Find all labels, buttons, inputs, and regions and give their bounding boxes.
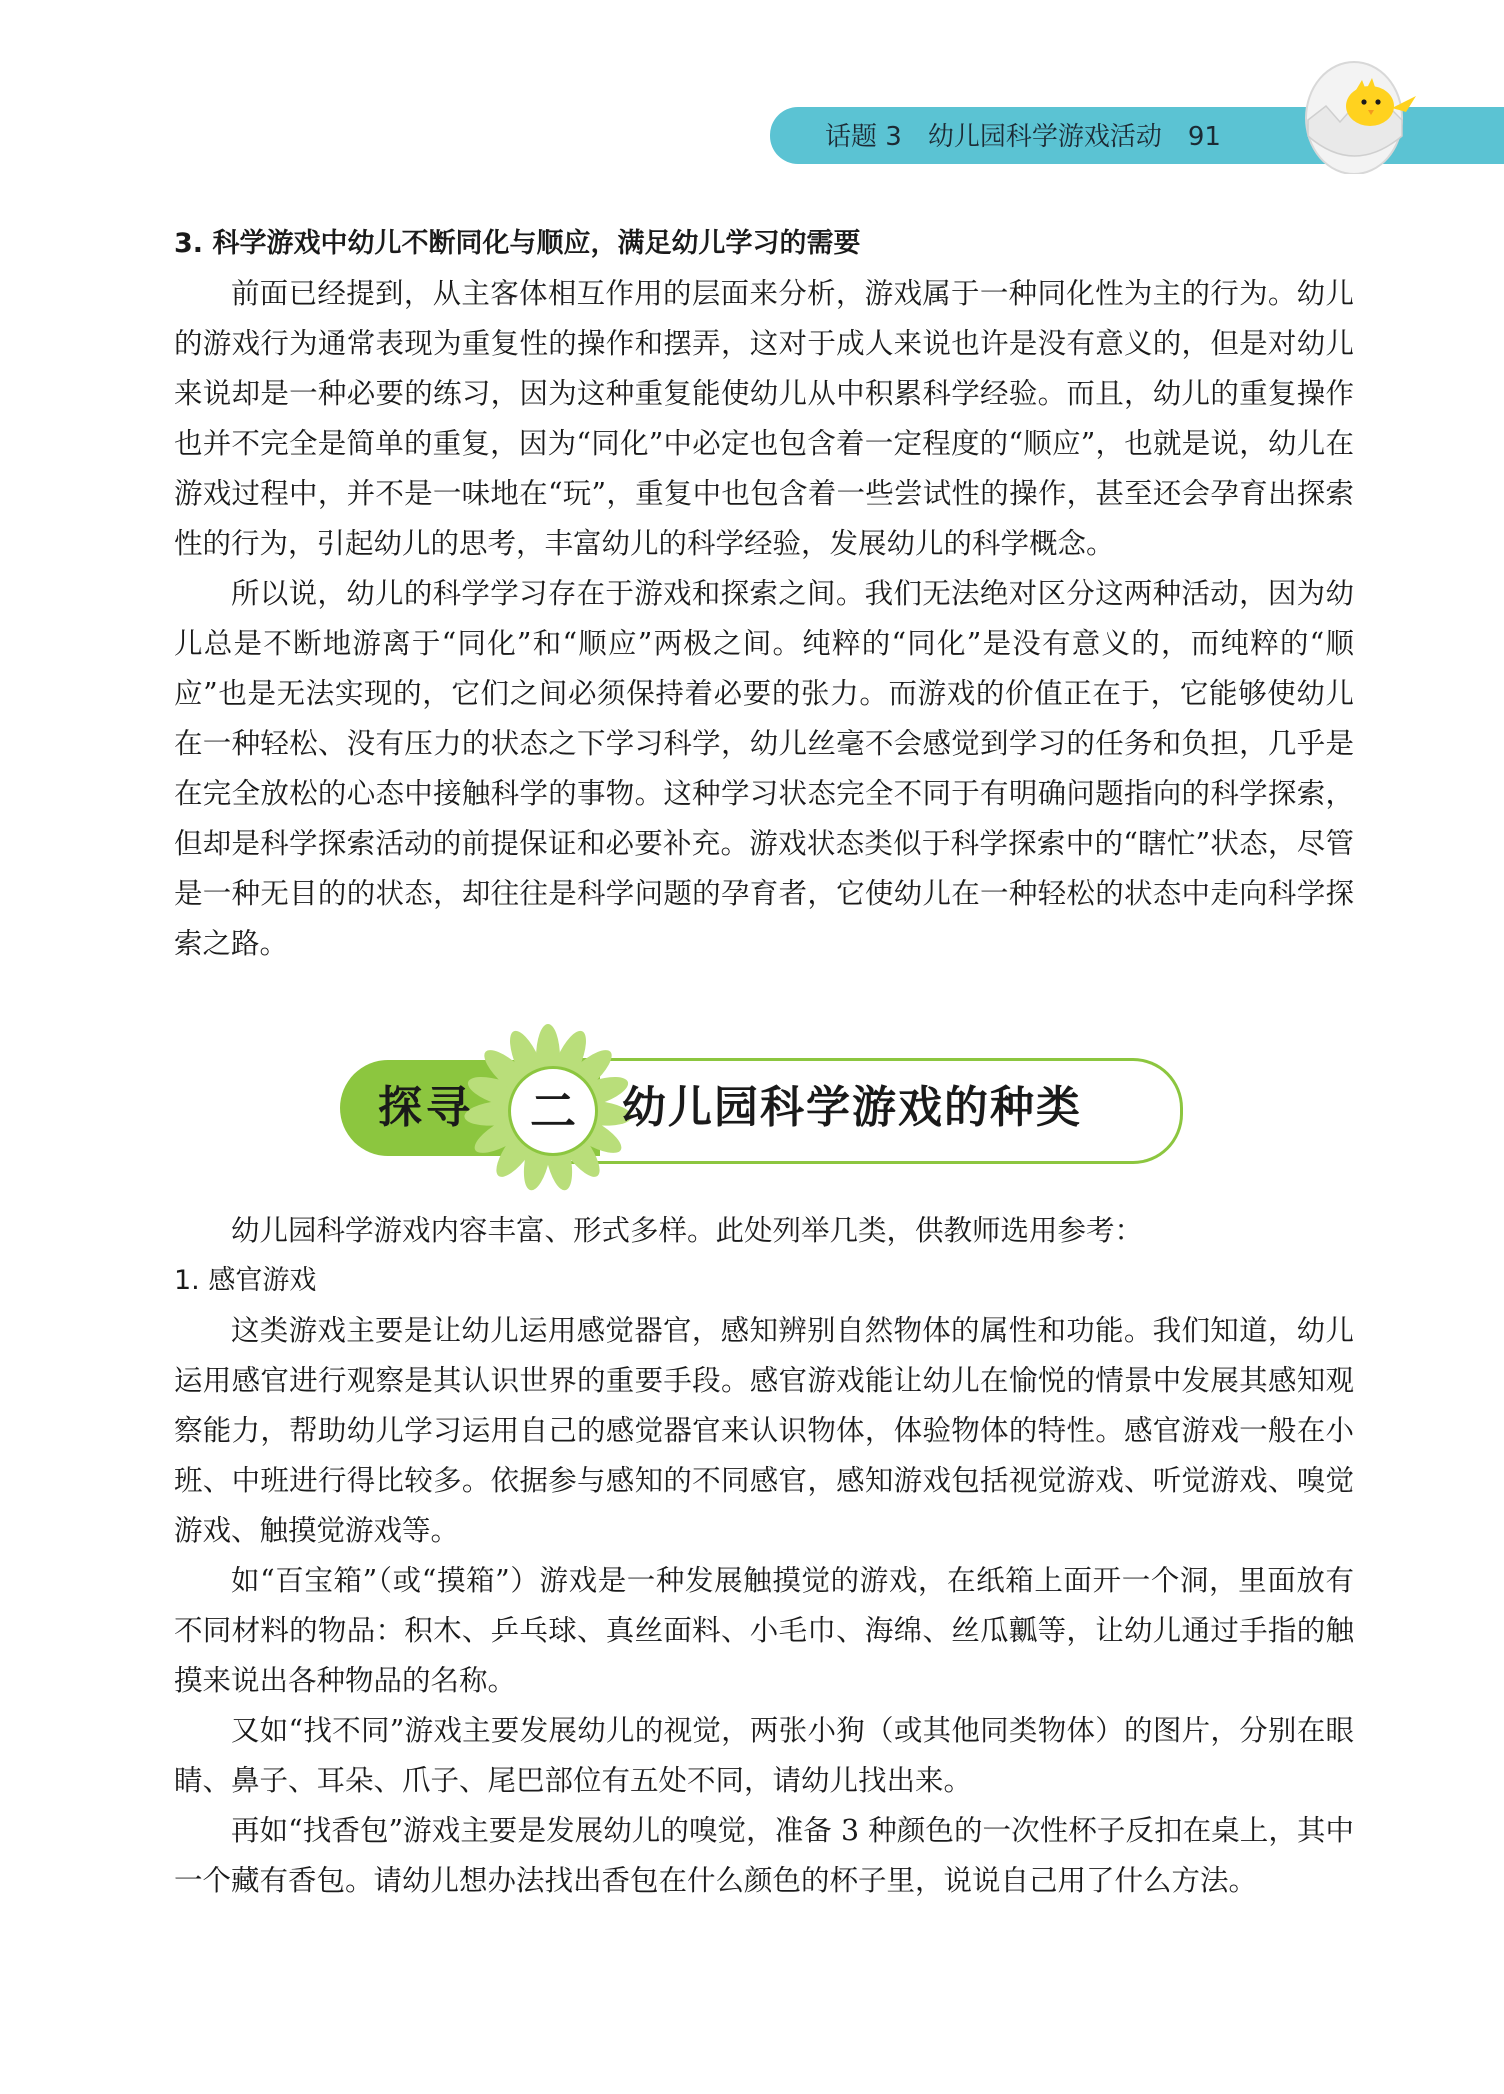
section-3-heading: 3. 科学游戏中幼儿不断同化与顺应，满足幼儿学习的需要 — [174, 228, 861, 259]
page-number: 91 — [1187, 122, 1221, 152]
paragraph: 所以说，幼儿的科学学习存在于游戏和探索之间。我们无法绝对区分这两种活动，因为幼儿总是不断地游离于“同化”和“顺应”两极之间。纯粹的“同化”是没有意义的，而纯粹的“顺应”也是无法实现的，它们之间必须保持着必要的张力。而游戏的价值正在于，它能够使幼儿在一种轻松、没有压力的状态之下学习科学，幼儿丝毫不会感觉到学习的任务和负担，几乎是在完全放松的心态中接触科学的事物。这种学习状态完全不同于有明确问题指向的科学探索，但却是科学探索活动的前提保证和必要补充。游戏状态类似于科学探索中的“瞎忙”状态，尽管是一种无目的的状态，却往往是科学问题的孕育者，它使幼儿在一种轻松的状态中走向科学探索之路。 — [174, 577, 1354, 960]
header-topic: 话题 3 — [825, 122, 902, 152]
paragraph: 如“百宝箱”（或“摸箱”）游戏是一种发展触摸觉的游戏，在纸箱上面开一个洞，里面放有不同材料的物品：积木、乒乓球、真丝面料、小毛巾、海绵、丝瓜瓤等，让幼儿通过手指的触摸来说出各种物品的名称。 — [174, 1564, 1354, 1697]
chick-egg-icon — [1296, 56, 1426, 174]
paragraph: 再如“找香包”游戏主要是发展幼儿的嗅觉，准备 3 种颜色的一次性杯子反扣在桌上，其中一个藏有香包。请幼儿想办法找出香包在什么颜色的杯子里，说说自己用了什么方法。 — [174, 1814, 1354, 1897]
section-title: 幼儿园科学游戏的种类 — [622, 1082, 1082, 1133]
intro-paragraph: 幼儿园科学游戏内容丰富、形式多样。此处列举几类，供教师选用参考： — [231, 1214, 1144, 1247]
running-header — [825, 117, 1221, 157]
section-1-heading: 1. 感官游戏 — [174, 1265, 317, 1296]
header-title: 幼儿园科学游戏活动 — [927, 122, 1162, 152]
section-banner — [340, 1018, 1190, 1198]
banner-number: 二 — [508, 1066, 598, 1156]
paragraph: 前面已经提到，从主客体相互作用的层面来分析，游戏属于一种同化性为主的行为。幼儿的游戏行为通常表现为重复性的操作和摆弄，这对于成人来说也许是没有意义的，但是对幼儿来说却是一种必要的练习，因为这种重复能使幼儿从中积累科学经验。而且，幼儿的重复操作也并不完全是简单的重复，因为“同化”中必定也包含着一定程度的“顺应”，也就是说，幼儿在游戏过程中，并不是一味地在“玩”，重复中也包含着一些尝试性的操作，甚至还会孕育出探索性的行为，引起幼儿的思考，丰富幼儿的科学经验，发展幼儿的科学概念。 — [174, 277, 1354, 560]
banner-tag: 探寻 — [378, 1082, 474, 1133]
paragraph: 又如“找不同”游戏主要发展幼儿的视觉，两张小狗（或其他同类物体）的图片，分别在眼睛、鼻子、耳朵、爪子、尾巴部位有五处不同，请幼儿找出来。 — [174, 1714, 1354, 1797]
paragraph: 这类游戏主要是让幼儿运用感觉器官，感知辨别自然物体的属性和功能。我们知道，幼儿运用感官进行观察是其认识世界的重要手段。感官游戏能让幼儿在愉悦的情景中发展其感知观察能力，帮助幼儿学习运用自己的感觉器官来认识物体，体验物体的特性。感官游戏一般在小班、中班进行得比较多。依据参与感知的不同感官，感知游戏包括视觉游戏、听觉游戏、嗅觉游戏、触摸觉游戏等。 — [174, 1314, 1354, 1547]
